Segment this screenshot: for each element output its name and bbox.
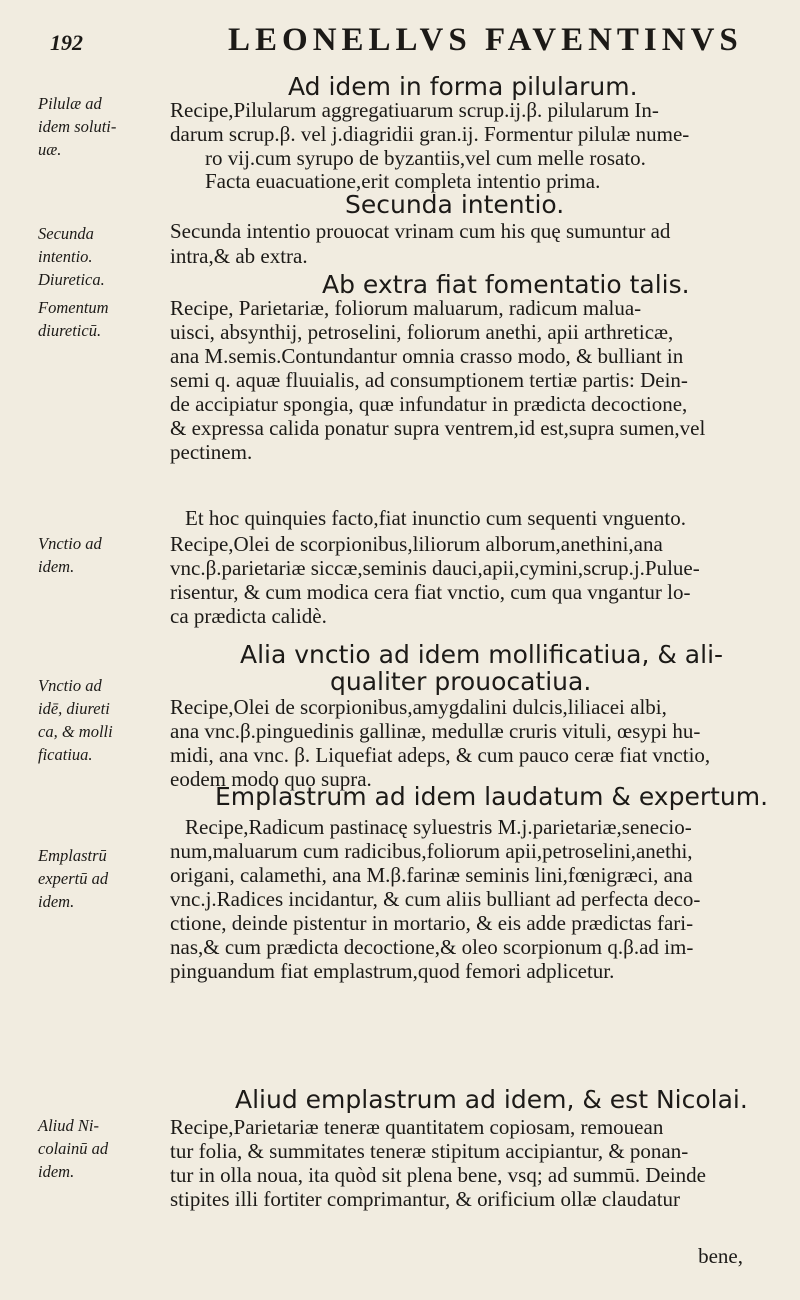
text-line: ca prædicta calidè. — [170, 604, 327, 628]
page-number: 192 — [50, 30, 83, 55]
text-line: tur in olla noua, ita quòd sit plena bene, vsq; ad summū. Deinde — [170, 1163, 706, 1187]
heading-secunda-intentio: Secunda intentio. — [345, 190, 565, 219]
margin-note-line: Vnctio ad — [38, 676, 102, 695]
text-line: Recipe, Parietariæ, foliorum maluarum, radicum malua- — [170, 296, 642, 320]
running-head: LEONELLVS FAVENTINVS — [228, 22, 743, 58]
text-line: Recipe,Olei de scorpionibus,amygdalini dulcis,liliacei albi, — [170, 695, 667, 719]
text-line: eodem modo quo supra. — [170, 767, 372, 791]
text-line: intra,& ab extra. — [170, 244, 308, 268]
margin-note-line: colainū ad — [38, 1139, 109, 1158]
margin-note-line: Emplastrū — [38, 846, 107, 865]
margin-note-aliud-nicolai — [38, 1114, 130, 1183]
heading-pilularum: Ad idem in forma pilularum. — [288, 72, 638, 101]
margin-note-line: expertū ad — [38, 869, 109, 888]
margin-note-line: uæ. — [38, 140, 62, 159]
margin-note-line: intentio. — [38, 247, 93, 266]
text-line: num,maluarum cum radicibus,foliorum apii,petroselini,anethi, — [170, 839, 693, 863]
text-line: ana vnc.β.pinguedinis gallinæ, medullæ cruris vituli, œsypi hu- — [170, 719, 701, 743]
margin-note-fomentum — [38, 296, 130, 342]
heading-alia-vnctio: Alia vnctio ad idem mollificatiua, & ali- — [240, 640, 724, 669]
text-line: stipites illi fortiter comprimantur, & orificium ollæ claudatur — [170, 1187, 681, 1211]
heading-fomentatio: Ab extra fiat fomentatio talis. — [322, 270, 690, 299]
margin-note-emplastrum — [38, 844, 130, 913]
heading-emplastrum-nicolai: Aliud emplastrum ad idem, & est Nicolai. — [235, 1085, 748, 1114]
text-line: Recipe,Pilularum aggregatiuarum scrup.ij.β. pilularum In- — [170, 98, 659, 122]
text-line: ana M.semis.Contundantur omnia crasso modo, & bulliant in — [170, 344, 684, 368]
text-line: origani, calamethi, ana M.β.farinæ seminis lini,fœnigræci, ana — [170, 863, 693, 887]
text-line: midi, ana vnc. β. Liquefiat adeps, & cum pauco ceræ fiat vnctio, — [170, 743, 711, 767]
margin-note-pilulae — [38, 92, 130, 161]
text-line: Secunda intentio prouocat vrinam cum his quę sumuntur ad — [170, 219, 671, 243]
catchword: bene, — [698, 1244, 743, 1268]
margin-note-line: diureticū. — [38, 321, 102, 340]
text-line: pectinem. — [170, 440, 253, 464]
text-line: uisci, absynthij, petroselini, foliorum anethi, apii arthreticæ, — [170, 320, 674, 344]
text-line: Facta euacuatione,erit completa intentio prima. — [205, 169, 601, 193]
margin-note-line: Pilulæ ad — [38, 94, 102, 113]
page-header — [50, 22, 790, 66]
heading-alia-vnctio-cont: qualiter prouocatiua. — [330, 667, 592, 696]
text-line: de accipiatur spongia, quæ infundatur in prædicta decoctione, — [170, 392, 688, 416]
text-line: Recipe,Olei de scorpionibus,liliorum alborum,anethini,ana — [170, 532, 663, 556]
heading-emplastrum-laudatum: Emplastrum ad idem laudatum & expertum. — [215, 782, 769, 811]
margin-note-line: Aliud Ni- — [38, 1116, 99, 1135]
text-line: vnc.β.parietariæ siccæ,seminis dauci,apii,cymini,scrup.j.Pulue- — [170, 556, 700, 580]
margin-note-vnctio — [38, 532, 130, 578]
margin-note-line: Secunda — [38, 224, 94, 243]
text-line: ctione, deinde pistentur in mortario, & eis adde prædictas fari- — [170, 911, 694, 935]
text-line: tur folia, & summitates teneræ stipitum accipiantur, & ponan- — [170, 1139, 689, 1163]
text-line: ro vij.cum syrupo de byzantiis,vel cum melle rosato. — [205, 146, 646, 170]
text-line: Recipe,Radicum pastinacę syluestris M.j.parietariæ,senecio- — [185, 815, 692, 839]
text-line: Recipe,Parietariæ teneræ quantitatem copiosam, remouean — [170, 1115, 664, 1139]
margin-note-line: Vnctio ad — [38, 534, 102, 553]
text-line: vnc.j.Radices incidantur, & cum aliis bulliant ad perfecta deco- — [170, 887, 701, 911]
text-line: pinguandum fiat emplastrum,quod femori adplicetur. — [170, 959, 615, 983]
margin-note-line: Fomentum — [38, 298, 109, 317]
margin-note-secunda-intentio — [38, 222, 130, 291]
margin-note-line: ficatiua. — [38, 745, 93, 764]
text-line: darum scrup.β. vel j.diagridii gran.ij. Formentur pilulæ nume- — [170, 122, 690, 146]
margin-note-line: idem. — [38, 892, 75, 911]
margin-note-line: idem soluti- — [38, 117, 117, 136]
margin-note-line: idē, diureti — [38, 699, 110, 718]
text-line: Et hoc quinquies facto,fiat inunctio cum sequenti vnguento. — [185, 506, 686, 530]
text-line: risentur, & cum modica cera fiat vnctio, cum qua vngantur lo- — [170, 580, 691, 604]
text-line: semi q. aquæ fluuialis, ad consumptionem tertiæ partis: Dein- — [170, 368, 688, 392]
margin-note-line: Diuretica. — [38, 270, 105, 289]
margin-note-vnctio-diuretica — [38, 674, 130, 766]
margin-note-line: ca, & molli — [38, 722, 113, 741]
text-line: & expressa calida ponatur supra ventrem,id est,supra sumen,vel — [170, 416, 706, 440]
margin-note-line: idem. — [38, 1162, 75, 1181]
margin-note-line: idem. — [38, 557, 75, 576]
text-line: nas,& cum prædicta decoctione,& oleo scorpionum q.β.ad im- — [170, 935, 694, 959]
